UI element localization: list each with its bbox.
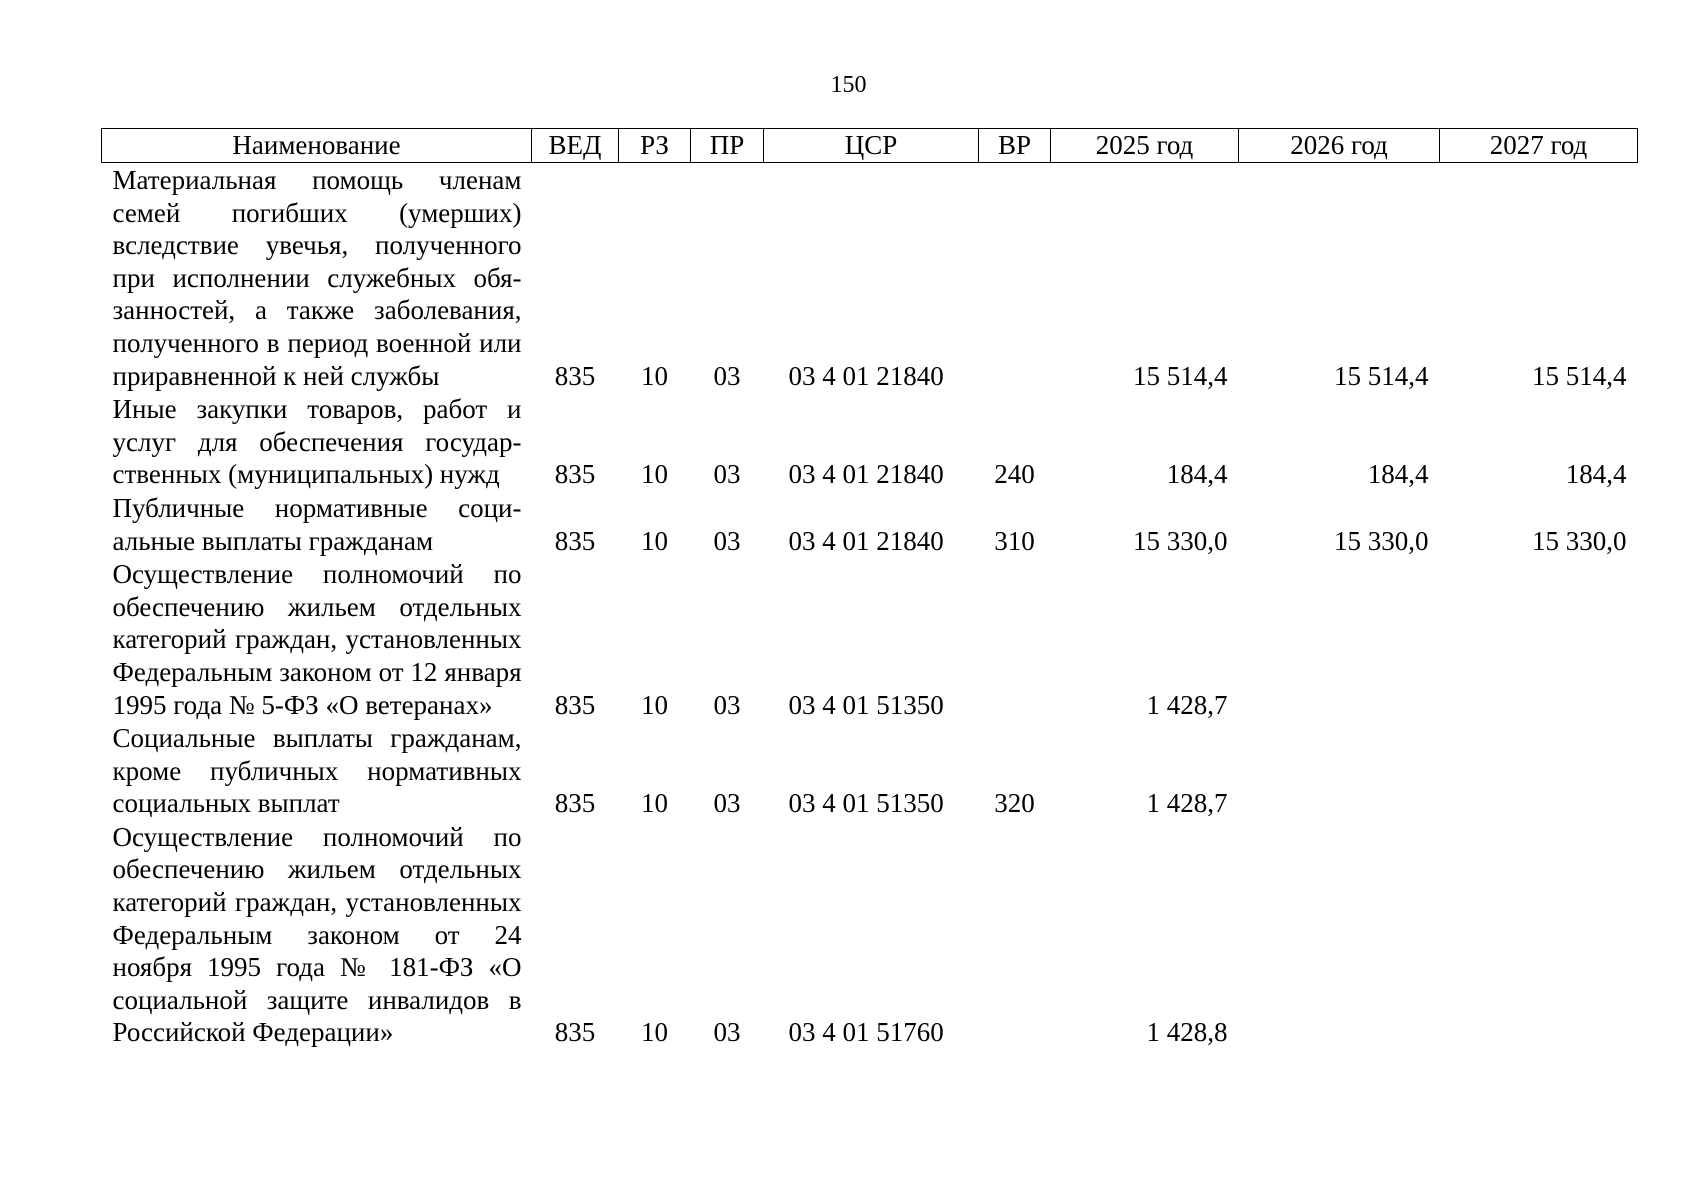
table-row <box>102 557 1638 721</box>
row-2025: 184,4 <box>1166 459 1228 490</box>
row-pr: 03 <box>713 689 741 720</box>
row-ved: 835 <box>554 360 596 391</box>
row-vr: 240 <box>994 459 1035 490</box>
row-name: Социальные выплаты гражданам, кроме публичных нормативных социальных выплат <box>112 723 522 819</box>
row-2025: 15 514,4 <box>1133 360 1228 391</box>
table-row <box>102 163 1638 393</box>
header-ved: ВЕД <box>532 129 619 163</box>
row-2026 <box>1239 557 1440 721</box>
row-name: Осуществление полномочий по обеспечению жильем отдельных категорий граждан, установленных Федеральным законом от 12 января 1995 года № 5-ФЗ «О ветеранах» <box>112 559 522 720</box>
row-vr <box>979 163 1051 393</box>
header-row <box>102 129 1638 163</box>
header-rz: РЗ <box>619 129 691 163</box>
row-ved: 835 <box>554 459 596 490</box>
budget-table <box>101 128 1638 1049</box>
page-number: 150 <box>830 72 867 98</box>
row-name: Публичные нормативные социальные выплаты гражданам <box>112 492 522 556</box>
row-2026: 15 330,0 <box>1334 525 1429 556</box>
row-ved: 835 <box>554 1017 596 1048</box>
row-csr: 03 4 01 21840 <box>788 459 944 490</box>
row-vr: 320 <box>994 788 1035 819</box>
row-pr: 03 <box>713 525 741 556</box>
row-2027: 15 330,0 <box>1532 525 1627 556</box>
row-rz: 10 <box>641 689 668 720</box>
row-2025: 1 428,7 <box>1146 788 1228 819</box>
table-row <box>102 491 1638 557</box>
row-pr: 03 <box>713 1017 741 1048</box>
row-csr: 03 4 01 21840 <box>788 360 944 391</box>
table-row <box>102 392 1638 491</box>
header-2025: 2025 год <box>1051 129 1239 163</box>
header-name: Наименование <box>102 129 532 163</box>
row-2026: 184,4 <box>1367 459 1429 490</box>
row-csr: 03 4 01 51350 <box>788 788 944 819</box>
row-pr: 03 <box>713 360 741 391</box>
table-body <box>102 163 1638 1050</box>
row-ved: 835 <box>554 689 596 720</box>
row-vr: 310 <box>994 525 1035 556</box>
row-2026: 15 514,4 <box>1334 360 1429 391</box>
row-2027 <box>1440 820 1638 1049</box>
row-ved: 835 <box>554 525 596 556</box>
row-2026 <box>1239 820 1440 1049</box>
row-pr: 03 <box>713 788 741 819</box>
header-vr: ВР <box>979 129 1051 163</box>
row-rz: 10 <box>641 525 668 556</box>
row-name: Материальная помощь членам семей погибших (умерших) вследствие увечья, полученного при исполнении служебных обязанностей, а также заболевания, полученного в период военной или приравненной к ней службы <box>112 165 522 391</box>
row-2027: 15 514,4 <box>1532 360 1627 391</box>
header-2027: 2027 год <box>1440 129 1638 163</box>
row-2027 <box>1440 721 1638 820</box>
row-pr: 03 <box>713 459 741 490</box>
header-csr: ЦСР <box>764 129 979 163</box>
row-rz: 10 <box>641 459 668 490</box>
row-2025: 1 428,8 <box>1146 1017 1228 1048</box>
table-row <box>102 820 1638 1049</box>
table-row <box>102 721 1638 820</box>
row-rz: 10 <box>641 788 668 819</box>
row-2026 <box>1239 721 1440 820</box>
row-2025: 1 428,7 <box>1146 689 1228 720</box>
row-vr <box>979 557 1051 721</box>
row-name: Иные закупки товаров, работ и услуг для обеспечения государственных (муниципальных) нужд <box>112 394 522 490</box>
header-2026: 2026 год <box>1239 129 1440 163</box>
row-2025: 15 330,0 <box>1133 525 1228 556</box>
header-pr: ПР <box>691 129 764 163</box>
row-ved: 835 <box>554 788 596 819</box>
row-csr: 03 4 01 21840 <box>788 525 944 556</box>
row-2027: 184,4 <box>1565 459 1627 490</box>
row-csr: 03 4 01 51760 <box>788 1017 944 1048</box>
row-2027 <box>1440 557 1638 721</box>
row-name: Осуществление полномочий по обеспечению жильем отдельных категорий граждан, установленных Федеральным законом от 24 ноября 1995 года № 181-ФЗ «О социальной защите инвалидов в Российской Федерации» <box>112 821 522 1048</box>
row-rz: 10 <box>641 360 668 391</box>
row-csr: 03 4 01 51350 <box>788 689 944 720</box>
row-rz: 10 <box>641 1017 668 1048</box>
row-vr <box>979 820 1051 1049</box>
table-header <box>102 129 1638 163</box>
